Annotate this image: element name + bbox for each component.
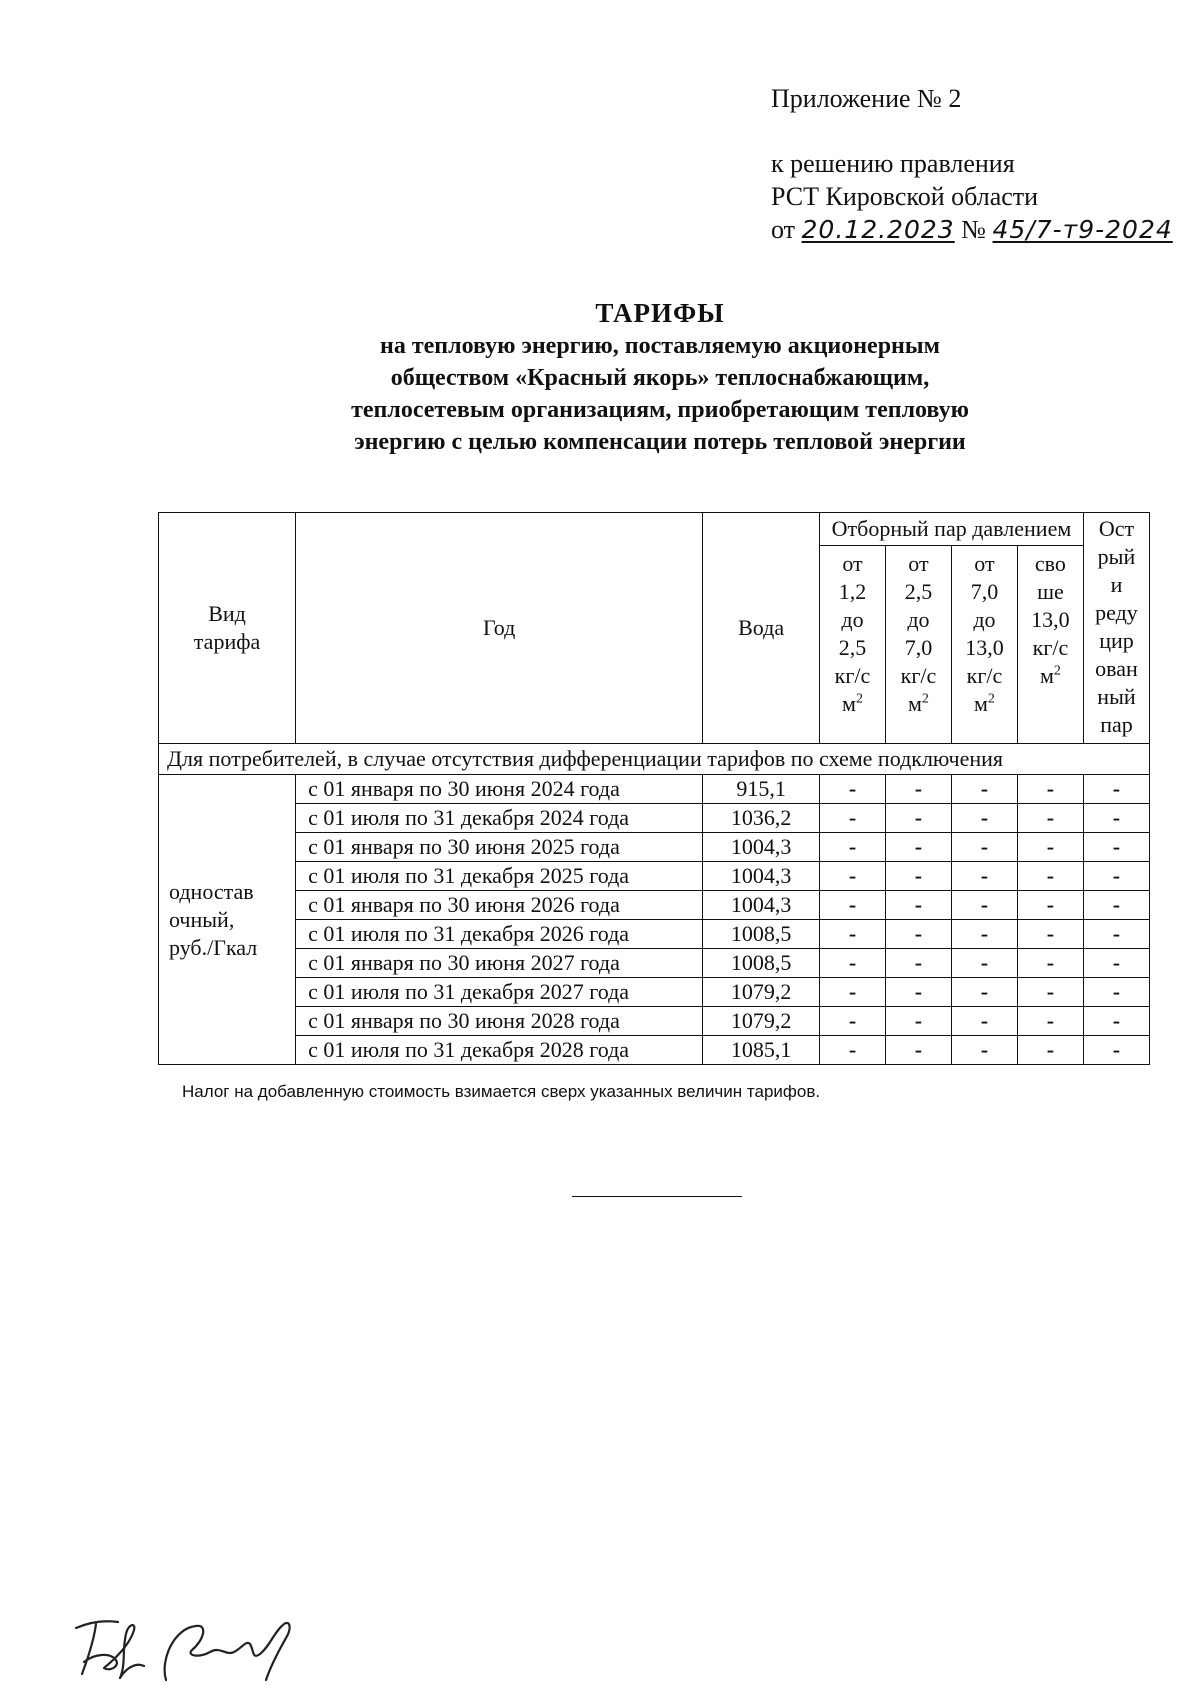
- empty-tariff-cell: -: [951, 949, 1017, 978]
- table-row: [159, 920, 1150, 949]
- empty-tariff-cell: -: [1017, 949, 1083, 978]
- empty-tariff-cell: -: [819, 804, 885, 833]
- empty-tariff-cell: -: [951, 1007, 1017, 1036]
- empty-tariff-cell: -: [885, 833, 951, 862]
- title-line: на тепловую энергию, поставляемую акционерным: [380, 333, 940, 359]
- header-sharp-steam-line: ный: [1097, 684, 1136, 709]
- header-row-1: [159, 513, 1150, 546]
- empty-tariff-cell: -: [885, 891, 951, 920]
- header-steam-line: 13,0: [1031, 607, 1070, 632]
- header-year: Год: [296, 513, 703, 744]
- unit-exponent: 2: [1053, 663, 1061, 679]
- decision-date: 20.12.2023: [801, 215, 955, 244]
- period-cell: с 01 июля по 31 декабря 2027 года: [296, 978, 703, 1007]
- empty-tariff-cell: -: [819, 862, 885, 891]
- empty-tariff-cell: -: [819, 833, 885, 862]
- header-sharp-steam-line: Ост: [1098, 516, 1135, 541]
- period-cell: с 01 января по 30 июня 2026 года: [296, 891, 703, 920]
- empty-tariff-cell: -: [1083, 1036, 1149, 1065]
- header-steam-line: 7,0: [904, 635, 933, 660]
- empty-tariff-cell: -: [885, 862, 951, 891]
- table-row: [159, 1036, 1150, 1065]
- number-sign: №: [961, 215, 986, 244]
- section-title: Для потребителей, в случае отсутствия дифференциации тарифов по схеме подключения: [159, 744, 1150, 775]
- water-tariff-cell: 1008,5: [703, 920, 820, 949]
- unit-base: м: [842, 691, 856, 716]
- empty-tariff-cell: -: [1017, 833, 1083, 862]
- appendix-header: [771, 82, 1173, 246]
- empty-tariff-cell: -: [951, 920, 1017, 949]
- empty-tariff-cell: -: [1017, 775, 1083, 804]
- header-tariff-type-l2: тарифа: [193, 629, 261, 654]
- table-row: [159, 775, 1150, 804]
- title-subtitle: [210, 330, 1110, 458]
- table-row: [159, 1007, 1150, 1036]
- header-steam-line: кг/с: [900, 663, 937, 688]
- header-steam-line: кг/с: [1032, 635, 1069, 660]
- appendix-label: Приложение № 2: [771, 84, 962, 113]
- water-tariff-cell: 1008,5: [703, 949, 820, 978]
- empty-tariff-cell: -: [1017, 1036, 1083, 1065]
- tariff-table: [158, 512, 1150, 1065]
- header-tariff-type-l1: Вид: [208, 601, 246, 626]
- header-steam-line: до: [841, 607, 864, 632]
- decision-line: к решению правления: [771, 149, 1015, 178]
- header-steam-line: до: [973, 607, 996, 632]
- header-steam-col-1: [819, 546, 885, 744]
- period-cell: с 01 января по 30 июня 2024 года: [296, 775, 703, 804]
- empty-tariff-cell: -: [885, 949, 951, 978]
- empty-tariff-cell: -: [1083, 978, 1149, 1007]
- empty-tariff-cell: -: [1083, 891, 1149, 920]
- empty-tariff-cell: -: [951, 1036, 1017, 1065]
- empty-tariff-cell: -: [1083, 949, 1149, 978]
- period-cell: с 01 июля по 31 декабря 2024 года: [296, 804, 703, 833]
- signature-image: [70, 1610, 390, 1690]
- header-steam-line: от: [974, 551, 995, 576]
- header-water: Вода: [703, 513, 820, 744]
- table-row: [159, 833, 1150, 862]
- unit-base: м: [908, 691, 922, 716]
- water-tariff-cell: 1004,3: [703, 862, 820, 891]
- header-steam-group: Отборный пар давлением: [819, 513, 1083, 546]
- empty-tariff-cell: -: [1083, 833, 1149, 862]
- empty-tariff-cell: -: [885, 1036, 951, 1065]
- table-row: [159, 978, 1150, 1007]
- unit-base: м: [973, 691, 988, 716]
- header-tariff-type: [159, 513, 296, 744]
- header-steam-line: 2,5: [838, 635, 867, 660]
- empty-tariff-cell: -: [885, 775, 951, 804]
- empty-tariff-cell: -: [819, 891, 885, 920]
- empty-tariff-cell: -: [951, 891, 1017, 920]
- water-tariff-cell: 1079,2: [703, 1007, 820, 1036]
- table-row: [159, 862, 1150, 891]
- empty-tariff-cell: -: [1017, 862, 1083, 891]
- period-cell: с 01 июля по 31 декабря 2028 года: [296, 1036, 703, 1065]
- tariff-table-body: [159, 513, 1150, 1065]
- title-line: обществом «Красный якорь» теплоснабжающим,: [390, 365, 930, 391]
- water-tariff-cell: 915,1: [703, 775, 820, 804]
- empty-tariff-cell: -: [1017, 891, 1083, 920]
- empty-tariff-cell: -: [1017, 978, 1083, 1007]
- title-line: теплосетевым организациям, приобретающим тепловую: [351, 397, 969, 423]
- empty-tariff-cell: -: [885, 1007, 951, 1036]
- header-steam-line: 13,0: [965, 635, 1004, 660]
- date-prefix: от: [771, 215, 796, 244]
- date-number-line: [771, 213, 1173, 246]
- period-cell: с 01 января по 30 июня 2027 года: [296, 949, 703, 978]
- empty-tariff-cell: -: [885, 804, 951, 833]
- water-tariff-cell: 1004,3: [703, 891, 820, 920]
- table-row: [159, 891, 1150, 920]
- tariff-kind-line: одностав: [169, 878, 254, 904]
- empty-tariff-cell: -: [1083, 862, 1149, 891]
- unit-exponent: 2: [987, 691, 995, 707]
- header-steam-line: ше: [1037, 579, 1064, 604]
- header-steam-line: 7,0: [970, 579, 999, 604]
- header-sharp-steam-line: рый: [1097, 544, 1136, 569]
- unit-exponent: 2: [855, 691, 863, 707]
- header-steam-line: от: [908, 551, 929, 576]
- empty-tariff-cell: -: [951, 775, 1017, 804]
- decision-number: 45/7-т9-2024: [992, 215, 1173, 244]
- header-steam-col-4: [1017, 546, 1083, 744]
- empty-tariff-cell: -: [819, 1007, 885, 1036]
- empty-tariff-cell: -: [819, 1036, 885, 1065]
- unit-exponent: 2: [921, 691, 929, 707]
- header-sharp-steam-line: и: [1110, 572, 1123, 597]
- empty-tariff-cell: -: [1017, 920, 1083, 949]
- tariff-kind-cell: [159, 775, 296, 1065]
- table-row: [159, 804, 1150, 833]
- water-tariff-cell: 1085,1: [703, 1036, 820, 1065]
- header-sharp-steam-line: ован: [1095, 656, 1138, 681]
- header-sharp-steam-line: цир: [1099, 628, 1134, 653]
- empty-tariff-cell: -: [1017, 804, 1083, 833]
- header-steam-unit: [1018, 662, 1083, 690]
- empty-tariff-cell: -: [951, 862, 1017, 891]
- table-row: [159, 949, 1150, 978]
- header-steam-line: кг/с: [834, 663, 871, 688]
- header-sharp-steam-line: пар: [1100, 712, 1133, 737]
- vat-note: Налог на добавленную стоимость взимается сверх указанных величин тарифов.: [182, 1082, 821, 1101]
- empty-tariff-cell: -: [885, 978, 951, 1007]
- empty-tariff-cell: -: [885, 920, 951, 949]
- period-cell: с 01 января по 30 июня 2025 года: [296, 833, 703, 862]
- water-tariff-cell: 1036,2: [703, 804, 820, 833]
- tariff-kind-line: очный,: [169, 906, 235, 932]
- authority-line: РСТ Кировской области: [771, 182, 1039, 211]
- empty-tariff-cell: -: [951, 804, 1017, 833]
- header-steam-unit: [886, 690, 951, 718]
- empty-tariff-cell: -: [819, 978, 885, 1007]
- water-tariff-cell: 1004,3: [703, 833, 820, 862]
- period-cell: с 01 июля по 31 декабря 2025 года: [296, 862, 703, 891]
- document-title: [210, 296, 1110, 458]
- empty-tariff-cell: -: [1083, 804, 1149, 833]
- empty-tariff-cell: -: [1017, 1007, 1083, 1036]
- period-cell: с 01 января по 30 июня 2028 года: [296, 1007, 703, 1036]
- empty-tariff-cell: -: [819, 949, 885, 978]
- header-steam-line: от: [842, 551, 863, 576]
- unit-base: м: [1039, 663, 1054, 688]
- header-steam-col-3: [951, 546, 1017, 744]
- tariff-kind-line: руб./Гкал: [169, 934, 258, 960]
- empty-tariff-cell: -: [819, 775, 885, 804]
- empty-tariff-cell: -: [819, 920, 885, 949]
- empty-tariff-cell: -: [1083, 1007, 1149, 1036]
- header-steam-unit: [820, 690, 885, 718]
- title-line: энергию с целью компенсации потерь тепловой энергии: [354, 429, 966, 455]
- empty-tariff-cell: -: [1083, 920, 1149, 949]
- header-sharp-steam: [1083, 513, 1149, 744]
- empty-tariff-cell: -: [1083, 775, 1149, 804]
- header-steam-line: до: [907, 607, 930, 632]
- header-steam-line: сво: [1034, 551, 1066, 576]
- header-steam-col-2: [885, 546, 951, 744]
- closing-divider: [572, 1196, 742, 1197]
- header-steam-line: 2,5: [904, 579, 933, 604]
- section-row: [159, 744, 1150, 775]
- water-tariff-cell: 1079,2: [703, 978, 820, 1007]
- header-sharp-steam-line: реду: [1095, 600, 1138, 625]
- title-main: ТАРИФЫ: [595, 298, 725, 328]
- header-steam-line: кг/с: [966, 663, 1003, 688]
- empty-tariff-cell: -: [951, 978, 1017, 1007]
- empty-tariff-cell: -: [951, 833, 1017, 862]
- period-cell: с 01 июля по 31 декабря 2026 года: [296, 920, 703, 949]
- header-steam-line: 1,2: [838, 579, 867, 604]
- header-steam-unit: [952, 690, 1017, 718]
